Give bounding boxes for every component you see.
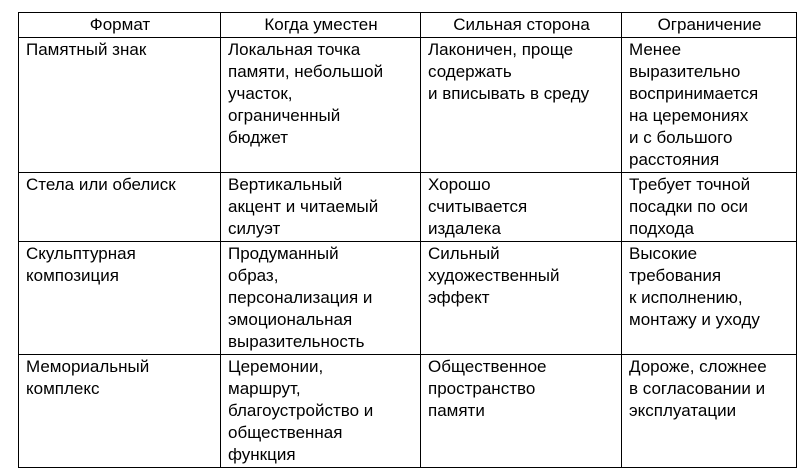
cell-strength: Хорошо считывается издалека: [421, 173, 622, 242]
cell-strength: Лаконичен, проще содержать и вписывать в среду: [421, 38, 622, 173]
cell-when: Продуманный образ, персонализация и эмоциональная выразительность: [221, 242, 421, 355]
cell-when: Вертикальный акцент и читаемый силуэт: [221, 173, 421, 242]
cell-when: Локальная точка памяти, небольшой участок, ограниченный бюджет: [221, 38, 421, 173]
header-limitation: Ограничение: [622, 13, 797, 38]
cell-format: Мемориальный комплекс: [19, 355, 221, 468]
cell-strength: Общественное пространство памяти: [421, 355, 622, 468]
table-row: [19, 173, 797, 242]
table-row: [19, 242, 797, 355]
cell-limitation: Требует точной посадки по оси подхода: [622, 173, 797, 242]
table-header-row: [19, 13, 797, 38]
header-strength: Сильная сторона: [421, 13, 622, 38]
cell-format: Памятный знак: [19, 38, 221, 173]
cell-when: Церемонии, маршрут, благоустройство и общественная функция: [221, 355, 421, 468]
cell-limitation: Высокие требования к исполнению, монтажу и уходу: [622, 242, 797, 355]
header-format: Формат: [19, 13, 221, 38]
cell-format: Стела или обелиск: [19, 173, 221, 242]
cell-format: Скульптурная композиция: [19, 242, 221, 355]
cell-limitation: Менее выразительно воспринимается на церемониях и с большого расстояния: [622, 38, 797, 173]
table-row: [19, 38, 797, 173]
cell-strength: Сильный художественный эффект: [421, 242, 622, 355]
comparison-table: [18, 12, 797, 468]
table-row: [19, 355, 797, 468]
cell-limitation: Дороже, сложнее в согласовании и эксплуатации: [622, 355, 797, 468]
header-when-appropriate: Когда уместен: [221, 13, 421, 38]
